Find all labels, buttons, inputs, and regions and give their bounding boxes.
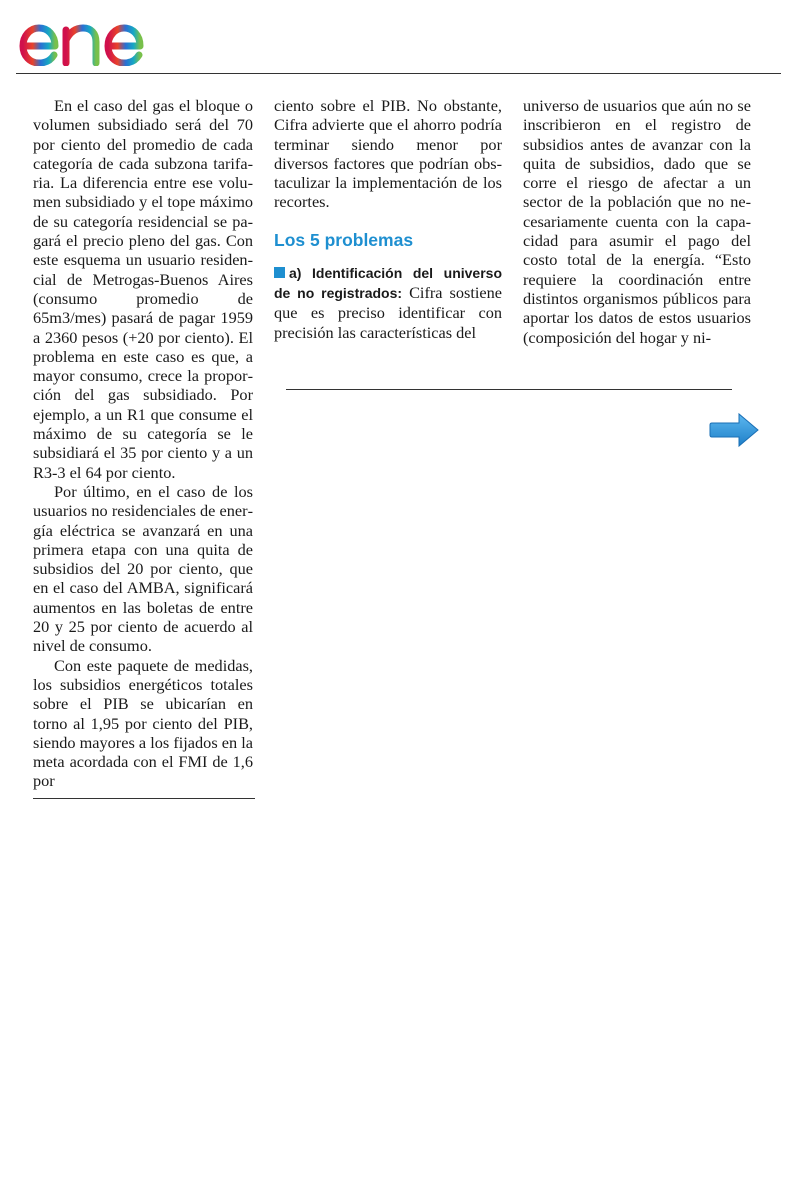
arrow-right-icon[interactable] — [709, 412, 761, 448]
article-column-2 — [274, 96, 502, 342]
section-heading: Los 5 problemas — [274, 229, 414, 250]
problem-lead: a) Identificación del universo de no registrados: — [274, 264, 502, 302]
column-end-rule — [286, 389, 732, 390]
square-bullet-icon — [274, 267, 285, 278]
paragraph: universo de usuarios que aún no se inscribieron en el registro de subsidios antes de avanzar con la quita de subsidios, dado que se corre el riesgo de afectar a un sector de la población que no necesariamente cuenta con la capacidad para asumir el pago del costo total de la energía. “Esto requiere la coordinación entre distintos organismos públicos para aportar los datos de estos usuarios (composición del hogar y ni- — [523, 96, 751, 347]
paragraph: En el caso del gas el bloque o volumen subsidiado será del 70 por ciento del promedio de cada categoría de cada subzona tarifaria. La diferencia entre ese volumen subsidiado y el tope máximo de su categoría residencial se pagará el precio pleno del gas. Con este esquema un usuario residencial de Metrogas-Buenos Aires (consumo promedio de 65m3/mes) pasará de pagar 1959 a 2360 pesos (+20 por ciento). El problema en este caso es que, a mayor consumo, crece la proporción del gas subsidiado. Por ejemplo, a un R1 que consume el máximo de su categoría se le subsidiará el 35 por ciento y a un R3-3 el 64 por ciento. — [33, 96, 253, 482]
header-rule — [16, 73, 781, 74]
problem-item — [274, 263, 502, 342]
paragraph: ciento sobre el PIB. No obstante, Cifra advierte que el ahorro podría terminar siendo menor por diversos factores que podrían obstaculizar la implementación de los recortes. — [274, 96, 502, 212]
paragraph: Con este paquete de medidas, los subsidios energéticos totales sobre el PIB se ubicarían en torno al 1,95 por ciento del PIB, siendo mayores a los fijados en la meta acordada con el FMI de 1,6 por — [33, 655, 253, 791]
column-end-rule — [33, 798, 255, 799]
article-column-3 — [523, 96, 751, 347]
article-column-1 — [33, 96, 253, 791]
paragraph: Por último, en el caso de los usuarios no residenciales de energía eléctrica se avanzará en una primera etapa con una quita de subsidios del 20 por ciento, que en el caso del AMBA, significará aumentos en las boletas de entre 20 y 25 por ciento de acuerdo al nivel de consumo. — [33, 481, 253, 656]
enel-logo — [18, 8, 170, 66]
problem-text: Cifra sostiene que es preciso identificar con precisión las características del — [274, 283, 502, 342]
